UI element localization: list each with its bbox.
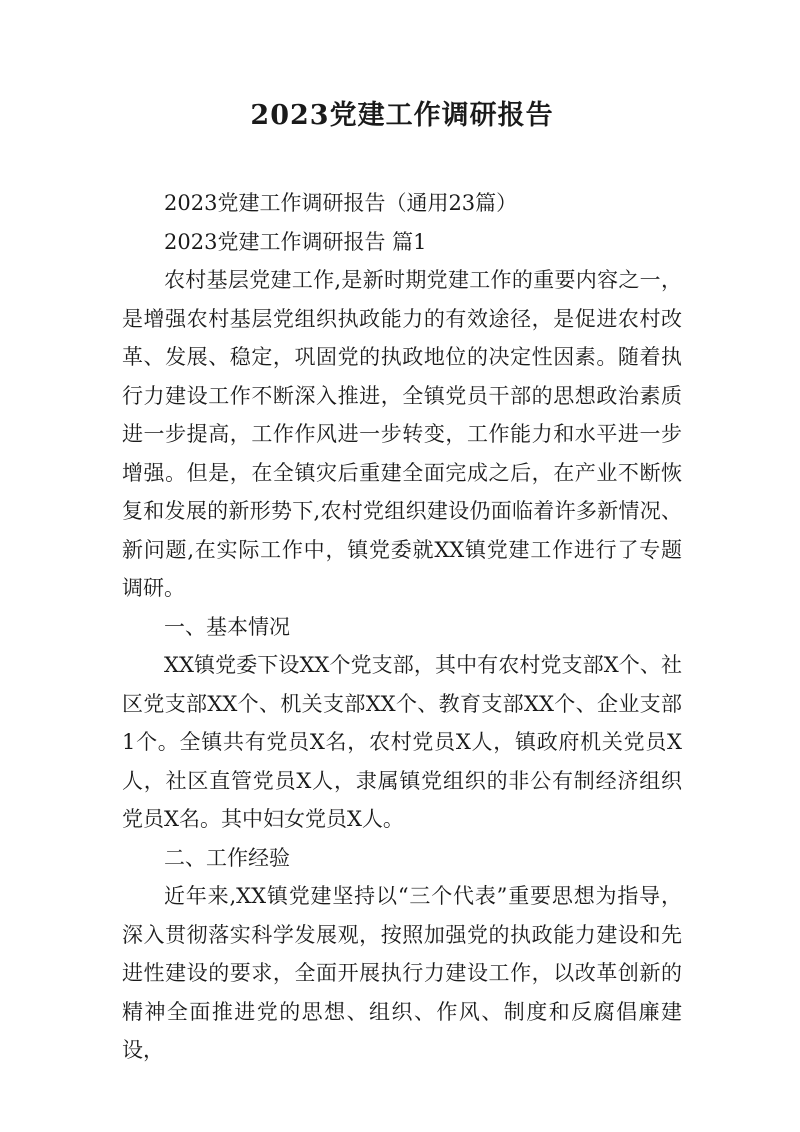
body-paragraph-work-experience: 近年来,XX镇党建坚持以“三个代表”重要思想为指导，深入贯彻落实科学发展观，按照加强党的执政能力建设和先进性建设的要求，全面开展执行力建设工作，以改革创新的精神全面推进党的思想、组织、作风、制度和反腐倡廉建设， — [122, 884, 682, 1062]
body-paragraph-basic-situation: XX镇党委下设XX个党支部，其中有农村党支部X个、社区党支部XX个、机关支部XX个、教育支部XX个、企业支部1个。全镇共有党员X名，农村党员X人，镇政府机关党员X人，社区直管党员X人，隶属镇党组织的非公有制经济组织党员X名。其中妇女党员X人。 — [122, 653, 682, 831]
section-heading-basic-situation: 一、基本情况 — [164, 614, 290, 639]
section-heading-article-1: 2023党建工作调研报告 篇1 — [164, 229, 427, 254]
body-paragraph-intro: 农村基层党建工作,是新时期党建工作的重要内容之一，是增强农村基层党组织执政能力的有效途径，是促进农村改革、发展、稳定，巩固党的执政地位的决定性因素。随着执行力建设工作不断深入推进，全镇党员干部的思想政治素质进一步提高，工作作风进一步转变，工作能力和水平进一步增强。但是，在全镇灾后重建全面完成之后，在产业不断恢复和发展的新形势下,农村党组织建设仍面临着许多新情况、新问题,在实际工作中，镇党委就XX镇党建工作进行了专题调研。 — [122, 268, 682, 600]
section-heading-work-experience: 二、工作经验 — [164, 845, 290, 870]
document-title: 2023党建工作调研报告 — [250, 100, 554, 131]
subtitle-paragraph: 2023党建工作调研报告（通用23篇） — [164, 191, 518, 215]
document-body — [122, 184, 682, 1070]
